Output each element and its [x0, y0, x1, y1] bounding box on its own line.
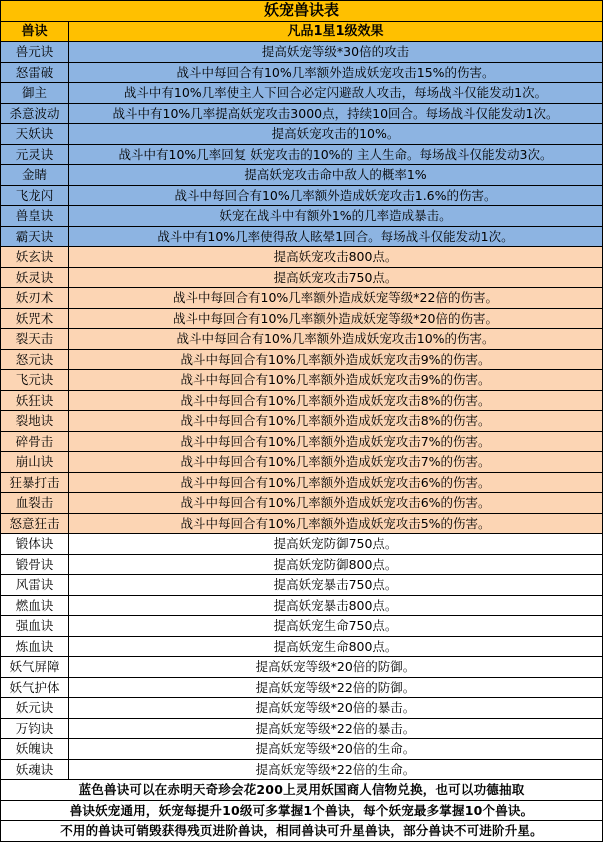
skill-name: 裂天击: [1, 329, 69, 350]
header-row: [1, 21, 603, 42]
footnote: 蓝色兽诀可以在赤明天奇珍会花200上灵用妖国商人信物兑换，也可以功德抽取: [1, 780, 603, 801]
table-row: [1, 308, 603, 329]
skill-name: 天妖诀: [1, 124, 69, 145]
skill-name: 怒雷破: [1, 62, 69, 83]
skill-effect: 提高妖宠等级*22倍的暴击。: [69, 718, 603, 739]
table-row: [1, 554, 603, 575]
skill-name: 妖玄诀: [1, 247, 69, 268]
title-row: [1, 1, 603, 22]
note-row: [1, 821, 603, 842]
skill-effect: 战斗中每回合有10%几率额外造成妖宠攻击8%的伤害。: [69, 411, 603, 432]
skill-effect: 提高妖宠攻击的10%。: [69, 124, 603, 145]
header-skill-name: 兽诀: [1, 21, 69, 42]
page-title: 妖宠兽诀表: [1, 1, 603, 22]
skill-name: 妖魂诀: [1, 759, 69, 780]
skill-name: 金睛: [1, 165, 69, 186]
skill-name: 杀意波动: [1, 103, 69, 124]
table-row: [1, 124, 603, 145]
skill-effect: 提高妖宠等级*30倍的攻击: [69, 42, 603, 63]
skill-effect: 战斗中有10%几率使得敌人眩晕1回合。每场战斗仅能发动1次。: [69, 226, 603, 247]
skill-effect: 妖宠在战斗中有额外1%的几率造成暴击。: [69, 206, 603, 227]
skill-name: 强血诀: [1, 616, 69, 637]
skill-effect: 战斗中有10%几率提高妖宠攻击3000点，持续10回合。每场战斗仅能发动1次。: [69, 103, 603, 124]
skill-effect: 战斗中每回合有10%几率额外造成妖宠攻击9%的伤害。: [69, 370, 603, 391]
skill-effect: 提高妖宠等级*22倍的生命。: [69, 759, 603, 780]
skill-name: 锻骨诀: [1, 554, 69, 575]
skill-name: 燃血诀: [1, 595, 69, 616]
skill-effect: 战斗中有10%几率使主人下回合必定闪避敌人攻击，每场战斗仅能发动1次。: [69, 83, 603, 104]
skill-effect: 战斗中每回合有10%几率额外造成妖宠攻击9%的伤害。: [69, 349, 603, 370]
table-row: [1, 493, 603, 514]
skill-name: 妖元诀: [1, 698, 69, 719]
skill-effect: 战斗中每回合有10%几率额外造成妖宠攻击15%的伤害。: [69, 62, 603, 83]
skill-name: 飞元诀: [1, 370, 69, 391]
table-row: [1, 329, 603, 350]
table-row: [1, 411, 603, 432]
skill-effect: 提高妖宠等级*22倍的防御。: [69, 677, 603, 698]
table-row: [1, 42, 603, 63]
note-row: [1, 780, 603, 801]
skill-effect: 战斗中每回合有10%几率额外造成妖宠攻击7%的伤害。: [69, 431, 603, 452]
skill-name: 血裂击: [1, 493, 69, 514]
skill-name: 妖魄诀: [1, 739, 69, 760]
table-row: [1, 83, 603, 104]
skill-name: 御主: [1, 83, 69, 104]
skill-effect: 提高妖宠等级*20倍的暴击。: [69, 698, 603, 719]
skill-name: 锻体诀: [1, 534, 69, 555]
table-row: [1, 206, 603, 227]
skill-effect: 提高妖宠等级*20倍的防御。: [69, 657, 603, 678]
table-row: [1, 144, 603, 165]
skill-name: 妖狂诀: [1, 390, 69, 411]
table-row: [1, 616, 603, 637]
skill-name: 霸天诀: [1, 226, 69, 247]
footnote: 兽诀妖宠通用，妖宠每提升10级可多掌握1个兽诀，每个妖宠最多掌握10个兽诀。: [1, 800, 603, 821]
skill-name: 风雷诀: [1, 575, 69, 596]
skill-effect: 战斗中每回合有10%几率额外造成妖宠攻击1.6%的伤害。: [69, 185, 603, 206]
table-row: [1, 370, 603, 391]
skill-name: 碎骨击: [1, 431, 69, 452]
table-row: [1, 472, 603, 493]
skill-effect: 战斗中每回合有10%几率额外造成妖宠攻击10%的伤害。: [69, 329, 603, 350]
table-row: [1, 595, 603, 616]
note-row: [1, 800, 603, 821]
table-row: [1, 267, 603, 288]
table-row: [1, 534, 603, 555]
skill-effect: 提高妖宠生命800点。: [69, 636, 603, 657]
skill-name: 怒意狂击: [1, 513, 69, 534]
skill-effect: 提高妖宠攻击750点。: [69, 267, 603, 288]
table-row: [1, 390, 603, 411]
header-effect: 凡品1星1级效果: [69, 21, 603, 42]
skill-name: 狂暴打击: [1, 472, 69, 493]
skill-effect: 提高妖宠生命750点。: [69, 616, 603, 637]
skill-effect: 战斗中每回合有10%几率额外造成妖宠攻击8%的伤害。: [69, 390, 603, 411]
table-row: [1, 103, 603, 124]
table-row: [1, 698, 603, 719]
skill-name: 兽元诀: [1, 42, 69, 63]
skill-effect: 战斗中每回合有10%几率额外造成妖宠攻击6%的伤害。: [69, 472, 603, 493]
skill-name: 炼血诀: [1, 636, 69, 657]
skill-name: 兽皇诀: [1, 206, 69, 227]
table-row: [1, 62, 603, 83]
skill-name: 妖刃术: [1, 288, 69, 309]
skill-effect: 提高妖宠暴击800点。: [69, 595, 603, 616]
skill-effect: 战斗中有10%几率回复 妖宠攻击的10%的 主人生命。每场战斗仅能发动3次。: [69, 144, 603, 165]
skill-name: 怒元诀: [1, 349, 69, 370]
table-row: [1, 636, 603, 657]
table-row: [1, 657, 603, 678]
table-row: [1, 452, 603, 473]
table-row: [1, 349, 603, 370]
table-row: [1, 288, 603, 309]
footnote: 不用的兽诀可销毁获得残页进阶兽诀，相同兽诀可升星兽诀，部分兽诀不可进阶升星。: [1, 821, 603, 842]
skill-effect: 提高妖宠等级*20倍的生命。: [69, 739, 603, 760]
table-row: [1, 185, 603, 206]
skill-effect: 战斗中每回合有10%几率额外造成妖宠攻击6%的伤害。: [69, 493, 603, 514]
table-row: [1, 575, 603, 596]
skill-name: 妖气护体: [1, 677, 69, 698]
skill-effect: 战斗中每回合有10%几率额外造成妖宠攻击7%的伤害。: [69, 452, 603, 473]
table-row: [1, 718, 603, 739]
skill-effect: 提高妖宠防御800点。: [69, 554, 603, 575]
skill-name: 万钧诀: [1, 718, 69, 739]
table-row: [1, 165, 603, 186]
skill-name: 妖咒术: [1, 308, 69, 329]
skill-effect: 提高妖宠防御750点。: [69, 534, 603, 555]
skill-name: 元灵诀: [1, 144, 69, 165]
skill-effect: 战斗中每回合有10%几率额外造成妖宠攻击5%的伤害。: [69, 513, 603, 534]
skill-name: 裂地诀: [1, 411, 69, 432]
table-row: [1, 513, 603, 534]
table-row: [1, 739, 603, 760]
table-row: [1, 759, 603, 780]
skill-name: 妖气屏障: [1, 657, 69, 678]
table-row: [1, 677, 603, 698]
skill-effect: 提高妖宠攻击800点。: [69, 247, 603, 268]
skill-effect: 战斗中每回合有10%几率额外造成妖宠等级*20倍的伤害。: [69, 308, 603, 329]
skill-name: 崩山诀: [1, 452, 69, 473]
skill-effect: 战斗中每回合有10%几率额外造成妖宠等级*22倍的伤害。: [69, 288, 603, 309]
skill-name: 妖灵诀: [1, 267, 69, 288]
skill-effect: 提高妖宠攻击命中敌人的概率1%: [69, 165, 603, 186]
skill-effect: 提高妖宠暴击750点。: [69, 575, 603, 596]
skill-name: 飞龙闪: [1, 185, 69, 206]
table-row: [1, 247, 603, 268]
table-row: [1, 431, 603, 452]
table-row: [1, 226, 603, 247]
